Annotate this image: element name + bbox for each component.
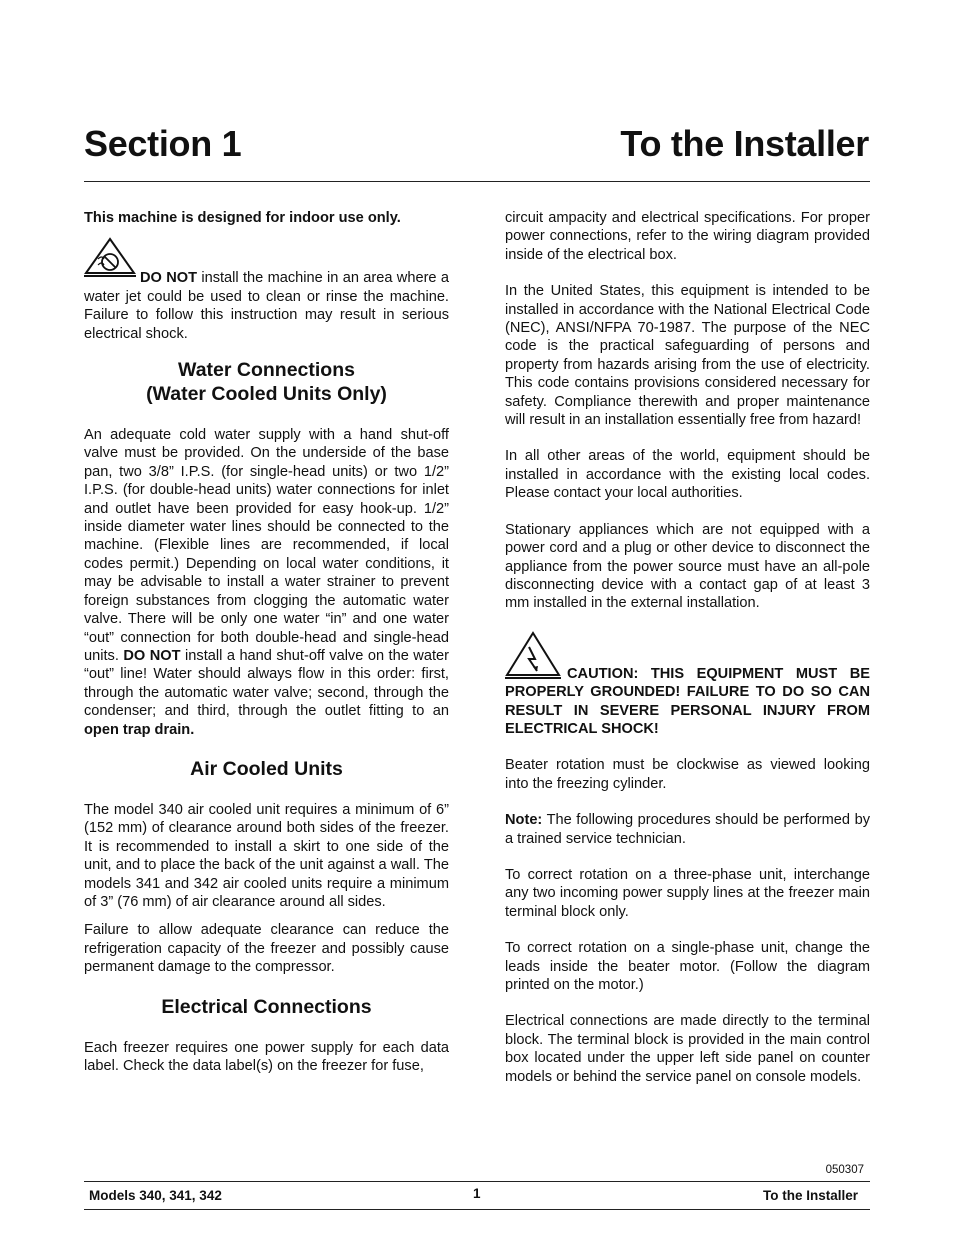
indoor-notice: This machine is designed for indoor use only. xyxy=(84,210,401,226)
terminal-block-text: Electrical connections are made directly to the terminal block. The terminal block is provided in the main control box located under the upper left side panel on counter models or behind the service panel on console models. xyxy=(505,1013,870,1085)
caution-text: CAUTION: THIS EQUIPMENT MUST BE PROPERLY GROUNDED! FAILURE TO DO SO CAN RESULT IN SEVERE PERSONAL INJURY FROM ELECTRICAL SHOCK! xyxy=(505,665,870,737)
water-heading-line2: (Water Cooled Units Only) xyxy=(146,383,387,406)
warning-text: install the machine in an area where a water jet could be used to clean or rinse the machine. Failure to follow this instruction may result in serious electrical shock. xyxy=(84,270,449,342)
air-cooled-text-2: Failure to allow adequate clearance can reduce the refrigeration capacity of the freezer and possibly cause permanent damage to the compressor. xyxy=(84,922,449,976)
water-do-not: DO NOT xyxy=(123,647,181,664)
header-rule xyxy=(84,181,870,182)
footer-rule-top xyxy=(84,1181,870,1182)
air-cooled-heading: Air Cooled Units xyxy=(190,757,343,780)
note-body: The following procedures should be performed by a trained service technician. xyxy=(505,812,870,847)
nec-text: In the United States, this equipment is intended to be installed in accordance with the National Electrical Code (NEC), ANSI/NFPA 70-1987. The purpose of the NEC code is the practical safeguarding of persons and property from hazards arising from the use of electricity. This code contains provisions considered necessary for safety. Compliance therewith and proper maintenance will result in an installation essentially free from hazard! xyxy=(505,283,870,429)
left-column xyxy=(84,209,449,1093)
right-column xyxy=(505,209,870,1104)
footer-section: To the Installer xyxy=(762,1188,858,1203)
document-code: 050307 xyxy=(825,1164,864,1176)
section-title: To the Installer xyxy=(620,123,869,164)
open-trap-drain: open trap drain. xyxy=(84,721,195,738)
electrical-connections-heading: Electrical Connections xyxy=(161,995,372,1018)
circuit-ampacity-text: circuit ampacity and electrical specifications. For proper power connections, refer to the wiring diagram provided inside of the electrical box. xyxy=(505,210,870,263)
stationary-appliances-text: Stationary appliances which are not equipped with a power cord and a plug or other device to disconnect the appliance from the power source must have an all-pole disconnecting device with a contact gap of at least 3 mm installed in the external installation. xyxy=(505,521,870,612)
section-number: Section 1 xyxy=(84,123,242,164)
water-connections-text xyxy=(84,426,449,739)
note-text xyxy=(505,811,870,848)
footer-models: Models 340, 341, 342 xyxy=(89,1188,222,1203)
warning-emphasis: DO NOT xyxy=(140,270,198,287)
beater-rotation-text: Beater rotation must be clockwise as viewed looking into the freezing cylinder. xyxy=(505,757,870,792)
air-cooled-text-1: The model 340 air cooled unit requires a minimum of 6” (152 mm) of clearance around both sides of the freezer. It is recommended to install a skirt to one side of the unit, and to place the back of the unit against a wall. The models 341 and 342 air cooled units require a minimum of 3” (76 mm) of air clearance around all sides. xyxy=(84,801,449,910)
footer-rule-bottom xyxy=(84,1209,870,1210)
water-connections-heading xyxy=(84,358,449,406)
three-phase-text: To correct rotation on a three-phase unit, interchange any two incoming power supply lines at the freezer main terminal block only. xyxy=(505,866,870,920)
water-jet-warning xyxy=(84,269,449,343)
water-text-1: An adequate cold water supply with a hand shut-off valve must be provided. On the underside of the base pan, two 3/8” I.P.S. (for single-head units) or two 1/2” I.P.S. (for double-head units) water connections for inlet and outlet have been provided for easy hook-up. 1/2” inside diameter water lines should be connected to the machine. (Flexible lines are recommended, if local codes permit.) Depending on local water conditions, it may be advisable to install a water strainer to prevent foreign substances from clogging the automatic water valve. There will be only one water “in” and one water “out” connection for both double-head and single-head units. xyxy=(84,427,449,664)
grounding-caution xyxy=(505,665,870,739)
water-text-2: install a hand shut-off valve on the water “out” line! Water should always flow in this order: first, through the automatic water valve; second, through the condenser; and third, through the outlet fitting to an xyxy=(84,647,449,720)
note-label: Note: xyxy=(505,812,543,829)
single-phase-text: To correct rotation on a single-phase unit, change the leads inside the beater motor. (Follow the diagram printed on the motor.) xyxy=(505,940,870,993)
electrical-connections-text: Each freezer requires one power supply for each data label. Check the data label(s) on the freezer for fuse, xyxy=(84,1039,449,1074)
water-heading-line1: Water Connections xyxy=(178,359,355,382)
local-codes-text: In all other areas of the world, equipment should be installed in accordance with the existing local codes. Please contact your local authorities. xyxy=(505,448,870,502)
page-number: 1 xyxy=(473,1186,481,1201)
